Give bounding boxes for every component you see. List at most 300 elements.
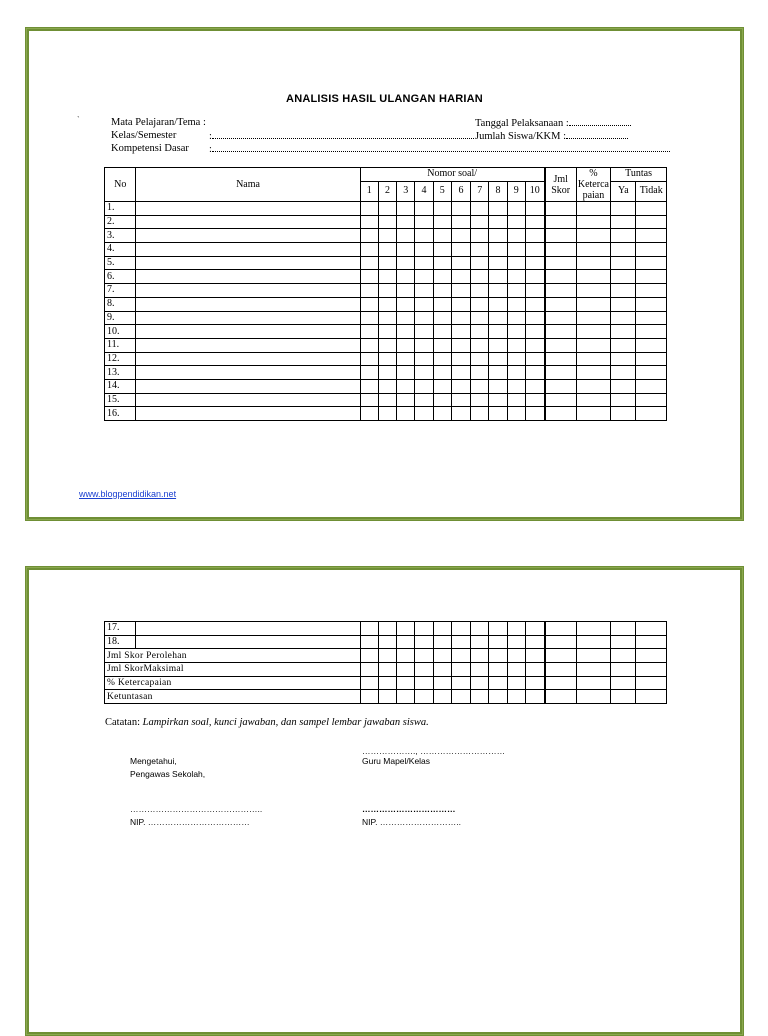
table-cell[interactable]	[378, 256, 396, 270]
table-cell[interactable]	[489, 311, 507, 325]
table-cell[interactable]	[360, 649, 378, 663]
table-cell[interactable]	[545, 663, 576, 677]
table-cell[interactable]	[636, 622, 667, 636]
table-cell[interactable]	[611, 284, 636, 298]
table-cell[interactable]	[636, 284, 667, 298]
table-cell[interactable]	[397, 229, 415, 243]
table-cell[interactable]	[378, 338, 396, 352]
table-cell[interactable]	[545, 635, 576, 649]
table-cell[interactable]	[525, 325, 544, 339]
table-cell[interactable]	[415, 338, 433, 352]
table-cell[interactable]	[636, 325, 667, 339]
table-cell[interactable]	[576, 325, 610, 339]
table-cell[interactable]	[415, 243, 433, 257]
table-cell[interactable]	[545, 325, 576, 339]
table-cell[interactable]	[433, 325, 451, 339]
table-cell[interactable]	[636, 379, 667, 393]
table-cell[interactable]	[636, 338, 667, 352]
table-cell[interactable]	[451, 256, 470, 270]
table-cell[interactable]	[545, 352, 576, 366]
table-cell[interactable]	[378, 215, 396, 229]
nama-cell[interactable]	[136, 325, 360, 339]
table-cell[interactable]	[507, 243, 525, 257]
table-cell[interactable]	[397, 676, 415, 690]
table-cell[interactable]	[576, 338, 610, 352]
nama-cell[interactable]	[136, 393, 360, 407]
table-cell[interactable]	[378, 352, 396, 366]
table-cell[interactable]	[433, 676, 451, 690]
table-cell[interactable]	[360, 311, 378, 325]
table-cell[interactable]	[471, 676, 489, 690]
table-cell[interactable]	[360, 270, 378, 284]
table-cell[interactable]	[378, 622, 396, 636]
pengawas-signature[interactable]: ………………………………………..	[130, 804, 263, 814]
blog-link[interactable]: www.blogpendidikan.net	[79, 489, 177, 499]
table-cell[interactable]	[378, 243, 396, 257]
table-cell[interactable]	[433, 338, 451, 352]
table-cell[interactable]	[360, 202, 378, 216]
table-cell[interactable]	[636, 407, 667, 421]
table-cell[interactable]	[360, 393, 378, 407]
table-cell[interactable]	[471, 649, 489, 663]
table-cell[interactable]	[451, 311, 470, 325]
table-cell[interactable]	[397, 270, 415, 284]
table-cell[interactable]	[489, 243, 507, 257]
table-cell[interactable]	[397, 663, 415, 677]
table-cell[interactable]	[471, 635, 489, 649]
table-cell[interactable]	[415, 202, 433, 216]
table-cell[interactable]	[636, 202, 667, 216]
guru-signature[interactable]: ……………………………	[362, 804, 456, 814]
table-cell[interactable]	[545, 270, 576, 284]
table-cell[interactable]	[525, 676, 544, 690]
tanggal-field[interactable]: Tanggal Pelaksanaan :	[475, 117, 631, 129]
table-cell[interactable]	[576, 635, 610, 649]
table-cell[interactable]	[576, 284, 610, 298]
table-cell[interactable]	[433, 393, 451, 407]
table-cell[interactable]	[471, 311, 489, 325]
table-cell[interactable]	[576, 202, 610, 216]
table-cell[interactable]	[576, 229, 610, 243]
table-cell[interactable]	[636, 270, 667, 284]
table-cell[interactable]	[525, 393, 544, 407]
table-cell[interactable]	[360, 229, 378, 243]
table-cell[interactable]	[433, 635, 451, 649]
table-cell[interactable]	[576, 622, 610, 636]
table-cell[interactable]	[545, 338, 576, 352]
table-cell[interactable]	[576, 366, 610, 380]
table-cell[interactable]	[545, 297, 576, 311]
table-cell[interactable]	[451, 202, 470, 216]
table-cell[interactable]	[507, 649, 525, 663]
table-cell[interactable]	[451, 635, 470, 649]
table-cell[interactable]	[576, 690, 610, 704]
table-cell[interactable]	[636, 649, 667, 663]
table-cell[interactable]	[471, 325, 489, 339]
table-cell[interactable]	[507, 690, 525, 704]
table-cell[interactable]	[611, 338, 636, 352]
table-cell[interactable]	[471, 256, 489, 270]
table-cell[interactable]	[489, 622, 507, 636]
table-cell[interactable]	[360, 297, 378, 311]
table-cell[interactable]	[545, 256, 576, 270]
table-cell[interactable]	[471, 352, 489, 366]
table-cell[interactable]	[611, 297, 636, 311]
table-cell[interactable]	[545, 215, 576, 229]
table-cell[interactable]	[636, 229, 667, 243]
table-cell[interactable]	[471, 202, 489, 216]
table-cell[interactable]	[471, 229, 489, 243]
table-cell[interactable]	[397, 338, 415, 352]
table-cell[interactable]	[415, 393, 433, 407]
table-cell[interactable]	[636, 690, 667, 704]
table-cell[interactable]	[451, 663, 470, 677]
table-cell[interactable]	[611, 243, 636, 257]
table-cell[interactable]	[545, 649, 576, 663]
table-cell[interactable]	[433, 202, 451, 216]
table-cell[interactable]	[360, 243, 378, 257]
table-cell[interactable]	[489, 284, 507, 298]
table-cell[interactable]	[507, 256, 525, 270]
nama-cell[interactable]	[136, 352, 360, 366]
table-cell[interactable]	[525, 202, 544, 216]
table-cell[interactable]	[451, 284, 470, 298]
table-cell[interactable]	[451, 690, 470, 704]
table-cell[interactable]	[545, 690, 576, 704]
table-cell[interactable]	[576, 297, 610, 311]
nama-cell[interactable]	[136, 635, 360, 649]
table-cell[interactable]	[415, 379, 433, 393]
table-cell[interactable]	[611, 663, 636, 677]
table-cell[interactable]	[636, 243, 667, 257]
table-cell[interactable]	[397, 202, 415, 216]
table-cell[interactable]	[433, 270, 451, 284]
table-cell[interactable]	[433, 663, 451, 677]
table-cell[interactable]	[611, 215, 636, 229]
table-cell[interactable]	[611, 311, 636, 325]
table-cell[interactable]	[360, 676, 378, 690]
table-cell[interactable]	[611, 622, 636, 636]
table-cell[interactable]	[636, 366, 667, 380]
table-cell[interactable]	[507, 338, 525, 352]
table-cell[interactable]	[378, 379, 396, 393]
table-cell[interactable]	[471, 393, 489, 407]
table-cell[interactable]	[545, 393, 576, 407]
table-cell[interactable]	[507, 622, 525, 636]
table-cell[interactable]	[611, 407, 636, 421]
table-cell[interactable]	[471, 338, 489, 352]
table-cell[interactable]	[611, 393, 636, 407]
kd-value[interactable]: :	[209, 143, 670, 155]
table-cell[interactable]	[378, 284, 396, 298]
table-cell[interactable]	[397, 325, 415, 339]
table-cell[interactable]	[545, 202, 576, 216]
table-cell[interactable]	[525, 297, 544, 311]
table-cell[interactable]	[525, 407, 544, 421]
table-cell[interactable]	[636, 393, 667, 407]
table-cell[interactable]	[451, 366, 470, 380]
table-cell[interactable]	[397, 393, 415, 407]
table-cell[interactable]	[451, 622, 470, 636]
table-cell[interactable]	[378, 663, 396, 677]
table-cell[interactable]	[433, 622, 451, 636]
table-cell[interactable]	[636, 635, 667, 649]
table-cell[interactable]	[378, 676, 396, 690]
table-cell[interactable]	[507, 379, 525, 393]
table-cell[interactable]	[378, 649, 396, 663]
table-cell[interactable]	[525, 284, 544, 298]
table-cell[interactable]	[507, 270, 525, 284]
table-cell[interactable]	[415, 311, 433, 325]
kd-field[interactable]	[111, 143, 189, 154]
table-cell[interactable]	[471, 297, 489, 311]
table-cell[interactable]	[545, 284, 576, 298]
table-cell[interactable]	[451, 407, 470, 421]
table-cell[interactable]	[611, 202, 636, 216]
table-cell[interactable]	[525, 311, 544, 325]
jumlah-field[interactable]: Jumlah Siswa/KKM :	[475, 130, 628, 142]
table-cell[interactable]	[471, 379, 489, 393]
table-cell[interactable]	[360, 407, 378, 421]
table-cell[interactable]	[636, 297, 667, 311]
table-cell[interactable]	[451, 325, 470, 339]
table-cell[interactable]	[525, 352, 544, 366]
table-cell[interactable]	[360, 338, 378, 352]
table-cell[interactable]	[433, 284, 451, 298]
table-cell[interactable]	[451, 649, 470, 663]
table-cell[interactable]	[576, 393, 610, 407]
table-cell[interactable]	[507, 284, 525, 298]
table-cell[interactable]	[489, 229, 507, 243]
table-cell[interactable]	[611, 676, 636, 690]
table-cell[interactable]	[360, 325, 378, 339]
nama-cell[interactable]	[136, 407, 360, 421]
table-cell[interactable]	[525, 270, 544, 284]
table-cell[interactable]	[545, 243, 576, 257]
table-cell[interactable]	[636, 215, 667, 229]
table-cell[interactable]	[545, 311, 576, 325]
table-cell[interactable]	[451, 338, 470, 352]
nama-cell[interactable]	[136, 366, 360, 380]
table-cell[interactable]	[360, 256, 378, 270]
table-cell[interactable]	[525, 256, 544, 270]
table-cell[interactable]	[415, 325, 433, 339]
table-cell[interactable]	[451, 393, 470, 407]
table-cell[interactable]	[397, 311, 415, 325]
table-cell[interactable]	[378, 407, 396, 421]
table-cell[interactable]	[415, 229, 433, 243]
nama-cell[interactable]	[136, 297, 360, 311]
table-cell[interactable]	[415, 690, 433, 704]
table-cell[interactable]	[433, 243, 451, 257]
table-cell[interactable]	[576, 379, 610, 393]
table-cell[interactable]	[360, 284, 378, 298]
table-cell[interactable]	[576, 243, 610, 257]
nama-cell[interactable]	[136, 338, 360, 352]
table-cell[interactable]	[360, 635, 378, 649]
table-cell[interactable]	[433, 297, 451, 311]
pengawas-nip[interactable]: NIP. ………………………………	[130, 817, 250, 827]
table-cell[interactable]	[489, 256, 507, 270]
table-cell[interactable]	[576, 407, 610, 421]
table-cell[interactable]	[433, 256, 451, 270]
table-cell[interactable]	[611, 256, 636, 270]
table-cell[interactable]	[507, 352, 525, 366]
table-cell[interactable]	[451, 352, 470, 366]
table-cell[interactable]	[378, 229, 396, 243]
table-cell[interactable]	[451, 243, 470, 257]
table-cell[interactable]	[433, 215, 451, 229]
table-cell[interactable]	[489, 635, 507, 649]
table-cell[interactable]	[433, 311, 451, 325]
table-cell[interactable]	[397, 649, 415, 663]
table-cell[interactable]	[415, 649, 433, 663]
table-cell[interactable]	[636, 352, 667, 366]
nama-cell[interactable]	[136, 284, 360, 298]
table-cell[interactable]	[397, 622, 415, 636]
table-cell[interactable]	[471, 366, 489, 380]
table-cell[interactable]	[489, 393, 507, 407]
table-cell[interactable]	[636, 311, 667, 325]
table-cell[interactable]	[360, 379, 378, 393]
table-cell[interactable]	[507, 663, 525, 677]
table-cell[interactable]	[507, 297, 525, 311]
table-cell[interactable]	[360, 215, 378, 229]
table-cell[interactable]	[397, 690, 415, 704]
table-cell[interactable]	[433, 649, 451, 663]
table-cell[interactable]	[397, 352, 415, 366]
table-cell[interactable]	[415, 270, 433, 284]
table-cell[interactable]	[507, 393, 525, 407]
nama-cell[interactable]	[136, 622, 360, 636]
table-cell[interactable]	[611, 649, 636, 663]
table-cell[interactable]	[525, 663, 544, 677]
table-cell[interactable]	[378, 202, 396, 216]
table-cell[interactable]	[451, 229, 470, 243]
table-cell[interactable]	[451, 297, 470, 311]
nama-cell[interactable]	[136, 202, 360, 216]
table-cell[interactable]	[611, 379, 636, 393]
table-cell[interactable]	[415, 352, 433, 366]
table-cell[interactable]	[415, 284, 433, 298]
table-cell[interactable]	[415, 622, 433, 636]
table-cell[interactable]	[636, 256, 667, 270]
table-cell[interactable]	[415, 215, 433, 229]
table-cell[interactable]	[489, 215, 507, 229]
table-cell[interactable]	[451, 215, 470, 229]
table-cell[interactable]	[378, 690, 396, 704]
table-cell[interactable]	[576, 676, 610, 690]
table-cell[interactable]	[545, 366, 576, 380]
table-cell[interactable]	[489, 270, 507, 284]
table-cell[interactable]	[471, 284, 489, 298]
table-cell[interactable]	[545, 229, 576, 243]
table-cell[interactable]	[489, 407, 507, 421]
nama-cell[interactable]	[136, 311, 360, 325]
table-cell[interactable]	[489, 325, 507, 339]
table-cell[interactable]	[415, 366, 433, 380]
table-cell[interactable]	[489, 297, 507, 311]
table-cell[interactable]	[507, 215, 525, 229]
table-cell[interactable]	[397, 379, 415, 393]
table-cell[interactable]	[433, 690, 451, 704]
table-cell[interactable]	[378, 311, 396, 325]
table-cell[interactable]	[415, 676, 433, 690]
table-cell[interactable]	[525, 366, 544, 380]
table-cell[interactable]	[433, 352, 451, 366]
table-cell[interactable]	[611, 690, 636, 704]
nama-cell[interactable]	[136, 270, 360, 284]
table-cell[interactable]	[611, 270, 636, 284]
table-cell[interactable]	[507, 229, 525, 243]
table-cell[interactable]	[471, 215, 489, 229]
table-cell[interactable]	[545, 379, 576, 393]
table-cell[interactable]	[489, 379, 507, 393]
table-cell[interactable]	[507, 635, 525, 649]
table-cell[interactable]	[489, 352, 507, 366]
table-cell[interactable]	[525, 379, 544, 393]
table-cell[interactable]	[433, 379, 451, 393]
table-cell[interactable]	[415, 256, 433, 270]
table-cell[interactable]	[576, 311, 610, 325]
table-cell[interactable]	[611, 366, 636, 380]
table-cell[interactable]	[576, 215, 610, 229]
table-cell[interactable]	[611, 229, 636, 243]
table-cell[interactable]	[636, 663, 667, 677]
table-cell[interactable]	[489, 366, 507, 380]
guru-nip[interactable]: NIP. ………………………..	[362, 817, 462, 827]
nama-cell[interactable]	[136, 215, 360, 229]
table-cell[interactable]	[415, 663, 433, 677]
table-cell[interactable]	[415, 407, 433, 421]
table-cell[interactable]	[545, 676, 576, 690]
nama-cell[interactable]	[136, 379, 360, 393]
table-cell[interactable]	[378, 366, 396, 380]
kelas-field[interactable]	[111, 130, 176, 141]
table-cell[interactable]	[360, 352, 378, 366]
table-cell[interactable]	[433, 229, 451, 243]
table-cell[interactable]	[397, 297, 415, 311]
table-cell[interactable]	[489, 690, 507, 704]
mapel-field[interactable]: Mata Pelajaran/Tema :	[111, 117, 206, 128]
table-cell[interactable]	[611, 325, 636, 339]
table-cell[interactable]	[525, 338, 544, 352]
table-cell[interactable]	[545, 622, 576, 636]
table-cell[interactable]	[471, 270, 489, 284]
table-cell[interactable]	[525, 649, 544, 663]
table-cell[interactable]	[507, 366, 525, 380]
table-cell[interactable]	[433, 366, 451, 380]
table-cell[interactable]	[397, 635, 415, 649]
table-cell[interactable]	[489, 338, 507, 352]
table-cell[interactable]	[489, 202, 507, 216]
table-cell[interactable]	[611, 352, 636, 366]
table-cell[interactable]	[636, 676, 667, 690]
table-cell[interactable]	[378, 325, 396, 339]
table-cell[interactable]	[611, 635, 636, 649]
table-cell[interactable]	[397, 407, 415, 421]
table-cell[interactable]	[576, 256, 610, 270]
table-cell[interactable]	[576, 649, 610, 663]
table-cell[interactable]	[397, 215, 415, 229]
table-cell[interactable]	[415, 635, 433, 649]
table-cell[interactable]	[525, 635, 544, 649]
table-cell[interactable]	[415, 297, 433, 311]
table-cell[interactable]	[507, 325, 525, 339]
table-cell[interactable]	[576, 663, 610, 677]
table-cell[interactable]	[525, 243, 544, 257]
table-cell[interactable]	[378, 297, 396, 311]
